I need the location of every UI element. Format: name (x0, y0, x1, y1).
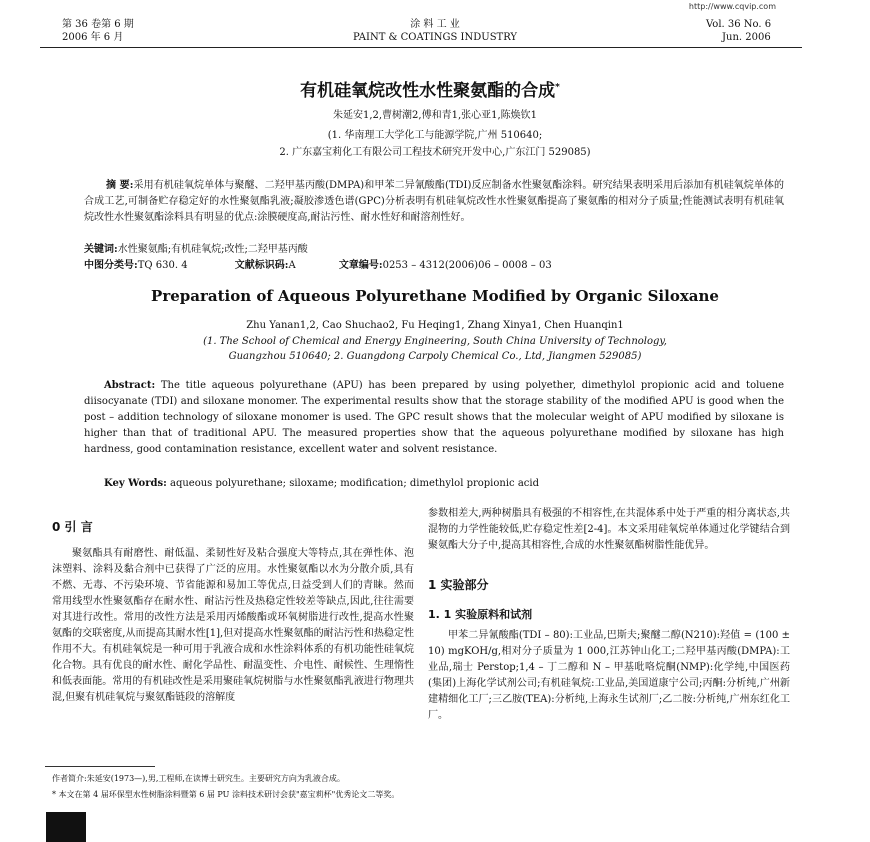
classification-line (84, 258, 784, 274)
clc-label: 中图分类号: (84, 260, 138, 271)
abstract-cn-text: 采用有机硅氧烷单体与聚醚、二羟甲基丙酸(DMPA)和甲苯二异氰酸酯(TDI)反应制备水性聚氨酯涂料。研究结果表明采用后添加有机硅氧烷单体的合成工艺,可制备贮存稳定好的水性聚氨酯乳液;凝胶渗透色谱(GPC)分析表明有机硅氧烷改性水性聚氨酯提高了聚氨酯的相对分子质量;性能测试表明有机硅氧烷改性水性聚氨酯涂料具有明显的优点:涂膜硬度高,耐沾污性、耐水性好和耐溶剂性好。 (84, 180, 784, 223)
keywords-en-label: Key Words: (104, 478, 167, 489)
source-url: http://www.cqvip.com (688, 2, 776, 11)
keywords-cn (84, 242, 784, 258)
section-0-body (52, 546, 414, 706)
affiliation-en-1: (1. The School of Chemical and Energy Engineering, South China University of Technology, (203, 336, 667, 347)
authors-cn: 朱延安1,2,曹树潮2,傅和青1,张心亚1,陈焕钦1 (332, 110, 538, 121)
doc-code-label: 文献标识码: (234, 260, 289, 271)
scan-artifact (46, 812, 86, 842)
abstract-cn (84, 178, 784, 226)
journal-volume-cn (62, 18, 134, 44)
header-rule (40, 47, 802, 48)
keywords-en (104, 476, 784, 492)
abstract-en (84, 378, 784, 458)
right-column-continuation (428, 506, 790, 554)
materials-paragraph: 甲苯二异氰酸酯(TDI – 80):工业品,巴斯夫;聚醚二醇(N210):羟值 = (100 ± 10) mgKOH/g,相对分子质量为 1 000,江苏钟山化工;二羟甲基丙酸(DMPA):工业品,瑞士 Perstop;1,4 – 丁二醇和 N – 甲基吡咯烷酮(NMP):化学纯,中国医药(集团)上海化学试剂公司;有机硅氧烷:工业品,美国道康宁公司;丙酮:分析纯,广州新建精细化工厂;三乙胺(TEA):分析纯,上海永生试剂厂;乙二胺:分析纯,广州东红化工厂。 (428, 630, 790, 721)
journal-name (320, 18, 550, 44)
volume-line: 第 36 卷第 6 期 (62, 19, 134, 30)
authors-en: Zhu Yanan1,2, Cao Shuchao2, Fu Heqing1, Zhang Xinya1, Chen Huanqin1 (246, 320, 624, 331)
abstract-en-label: Abstract: (104, 380, 156, 391)
volume-line-en: Vol. 36 No. 6 (706, 19, 772, 30)
intro-paragraph: 聚氨酯具有耐磨性、耐低温、柔韧性好及粘合强度大等特点,其在弹性体、泡沫塑料、涂料及黏合剂中已获得了广泛的应用。水性聚氨酯以水为分散介质,具有不燃、无毒、不污染环境、节省能源和易加工等优点,日益受到人们的青睐。然而常用线型水性聚氨酯存在耐水性、耐沾污性及热稳定性较差等缺点,因此,往往需要对其进行改性。常用的改性方法是采用丙烯酸酯或环氧树脂进行改性,提高水性聚氨酯的交联密度,从而提高其耐水性[1],但对提高水性聚氨酯的耐沾污性和热稳定性作用不大。有机硅氧烷是一种可用于乳液合成和水性涂料体系的有机功能性硅氧烷化合物。具有优良的耐水性、耐化学品性、耐温变性、介电性、耐候性、生理惰性和低表面能。常用的有机硅改性是采用聚硅氧烷树脂与水性聚氨酯乳液进行物理共混,但聚有机硅氧烷与聚氨酯链段的溶解度 (52, 548, 414, 703)
section-1-1-body (428, 628, 790, 724)
section-1-heading: 1 实验部分 (428, 578, 489, 592)
title-footnote-mark: * (555, 82, 560, 93)
journal-name-cn: 涂 料 工 业 (410, 19, 460, 30)
section-1-1-heading: 1. 1 实验原料和试剂 (428, 608, 533, 621)
affiliation-cn-2: 2. 广东嘉宝莉化工有限公司工程技术研究开发中心,广东江门 529085) (279, 147, 591, 158)
footnote-rule (45, 766, 155, 767)
paper-title-en: Preparation of Aqueous Polyurethane Modified by Organic Siloxane (151, 287, 719, 305)
keywords-cn-text: 水性聚氨酯;有机硅氧烷;改性;二羟甲基丙酸 (117, 244, 308, 255)
journal-name-en: PAINT & COATINGS INDUSTRY (352, 32, 518, 43)
paper-title-cn (150, 76, 710, 101)
title-cn-text: 有机硅氧烷改性水性聚氨酯的合成 (300, 81, 556, 101)
affiliation-cn-1: (1. 华南理工大学化工与能源学院,广州 510640; (327, 130, 543, 141)
abstract-en-text: The title aqueous polyurethane (APU) has been prepared by using polyether, dimethylol propionic acid and toluene diisocyanate (TDI) and siloxane monomer. The experimental results show that the storage stability of the modified APU is good when the post – addition technology of siloxane monomer is used. The GPC result shows that the molecular weight of APU modified by siloxane is higher than that of traditional APU. The measured properties show that the aqueous polyurethane modified by siloxane has high hardness, good contamination resistance, excellent water and solvent resistance. (84, 380, 785, 455)
keywords-cn-label: 关键词: (84, 244, 118, 255)
footnote-award: * 本文在第 4 届环保型水性树脂涂料暨第 6 届 PU 涂料技术研讨会获"嘉宝莉杯"优秀论文二等奖。 (52, 790, 400, 799)
date-line: 2006 年 6 月 (62, 32, 124, 43)
article-number-value: 0253 – 4312(2006)06 – 0008 – 03 (382, 260, 552, 271)
clc-value: TQ 630. 4 (137, 260, 188, 271)
journal-volume-en (706, 18, 771, 44)
footnote-author: 作者简介:朱延安(1973—),男,工程师,在读博士研究生。主要研究方向为乳液合成。 (52, 774, 345, 783)
intro-continuation: 参数相差大,两种树脂具有极强的不相容性,在共混体系中处于严重的相分离状态,共混物的力学性能较低,贮存稳定性差[2-4]。本文采用硅氧烷单体通过化学键结合到聚氨酯大分子中,提高其相容性,合成的水性聚氨酯树脂性能优异。 (428, 508, 790, 551)
article-number-label: 文章编号: (338, 260, 383, 271)
date-line-en: Jun. 2006 (722, 32, 771, 43)
abstract-cn-label: 摘 要: (106, 180, 134, 191)
keywords-en-text: aqueous polyurethane; siloxame; modification; dimethylol propionic acid (169, 478, 539, 489)
section-0-heading: 0 引 言 (52, 520, 93, 534)
doc-code-value: A (288, 260, 296, 271)
affiliation-en-2: Guangzhou 510640; 2. Guangdong Carpoly Chemical Co., Ltd, Jiangmen 529085) (228, 351, 642, 362)
